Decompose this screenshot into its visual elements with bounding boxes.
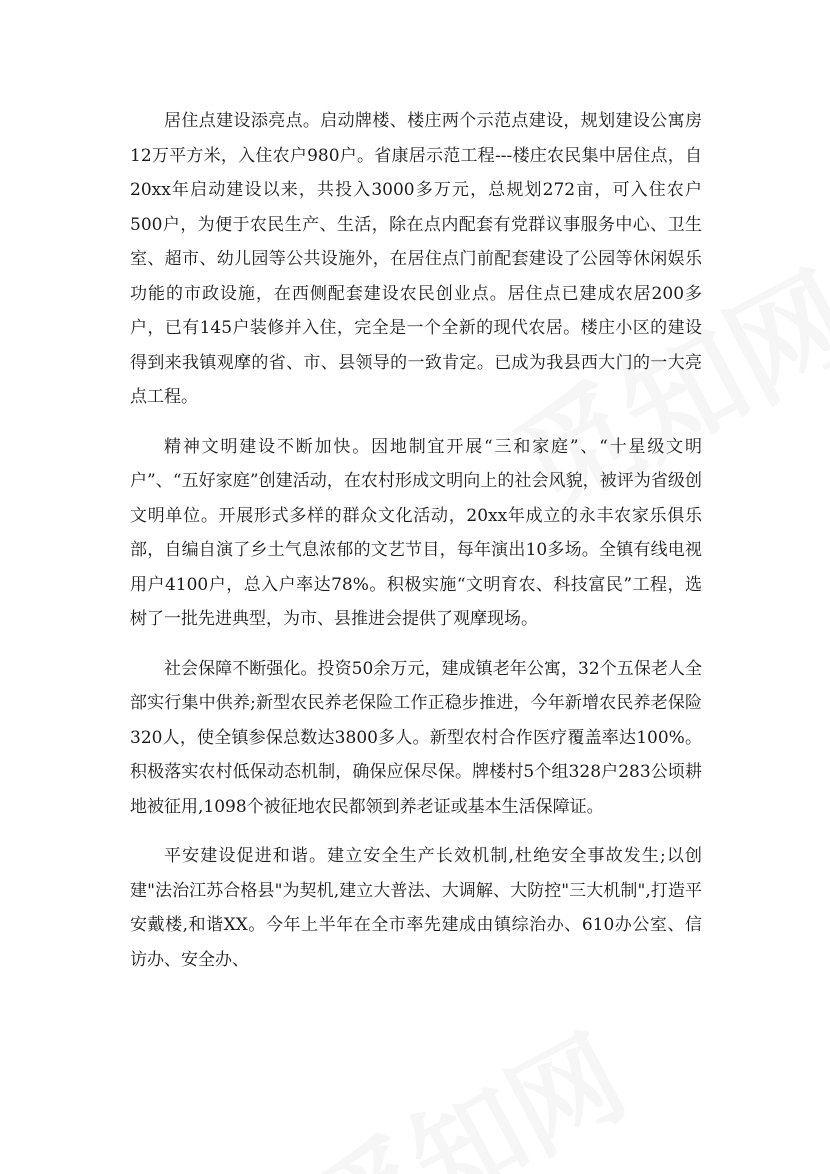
paragraph-residential-construction: 居住点建设添亮点。启动牌楼、楼庄两个示范点建设，规划建设公寓房12万平方米，入住农户980户。省康居示范工程---楼庄农民集中居住点，自20xx年启动建设以来，共投入3000多万元，总规划272亩，可入住农户500户，为便于农民生产、生活，除在点内配套有党群议事服务中心、卫生室、超市、幼儿园等公共设施外，在居住点门前配套建设了公园等休闲娱乐功能的市政设施，在西侧配套建设农民创业点。居住点已建成农居200多户，已有145户装修并入住，完全是一个全新的现代农居。楼庄小区的建设得到来我镇观摩的省、市、县领导的一致肯定。已成为我县西大门的一大亮点工程。 [130,111,702,407]
watermark [282,992,648,1174]
paragraph-social-security: 社会保障不断强化。投资50余万元，建成镇老年公寓，32个五保老人全部实行集中供养;新型农民养老保险工作正稳步推进，今年新增农民养老保险320人，使全镇参保总数达3800多人。新型农村合作医疗覆盖率达100%。积极落实农村低保动态机制，确保应保尽保。牌楼村5个组328户283公顷耕地被征用,1098个被征地农民都领到养老证或基本生活保障证。 [130,658,702,817]
document-body [130,104,702,992]
paragraph-spiritual-civilization: 精神文明建设不断加快。因地制宜开展“三和家庭”、“十星级文明户”、“五好家庭”创建活动，在农村形成文明向上的社会风貌，被评为省级创文明单位。开展形式多样的群众文化活动，20xx年成立的永丰农家乐俱乐部，自编自演了乡土气息浓郁的文艺节目，每年演出10多场。全镇有线电视用户4100户，总入户率达78%。积极实施“文明育农、科技富民”工程，选树了一批先进典型，为市、县推进会提供了观摩现场。 [130,436,702,629]
paragraph-safety-construction: 平安建设促进和谐。建立安全生产长效机制,杜绝安全事故发生;以创建"法治江苏合格县"为契机,建立大普法、大调解、大防控"三大机制",打造平安戴楼,和谐XX。今年上半年在全市率先建成由镇综治办、610办公室、信访办、安全办、 [130,846,702,970]
